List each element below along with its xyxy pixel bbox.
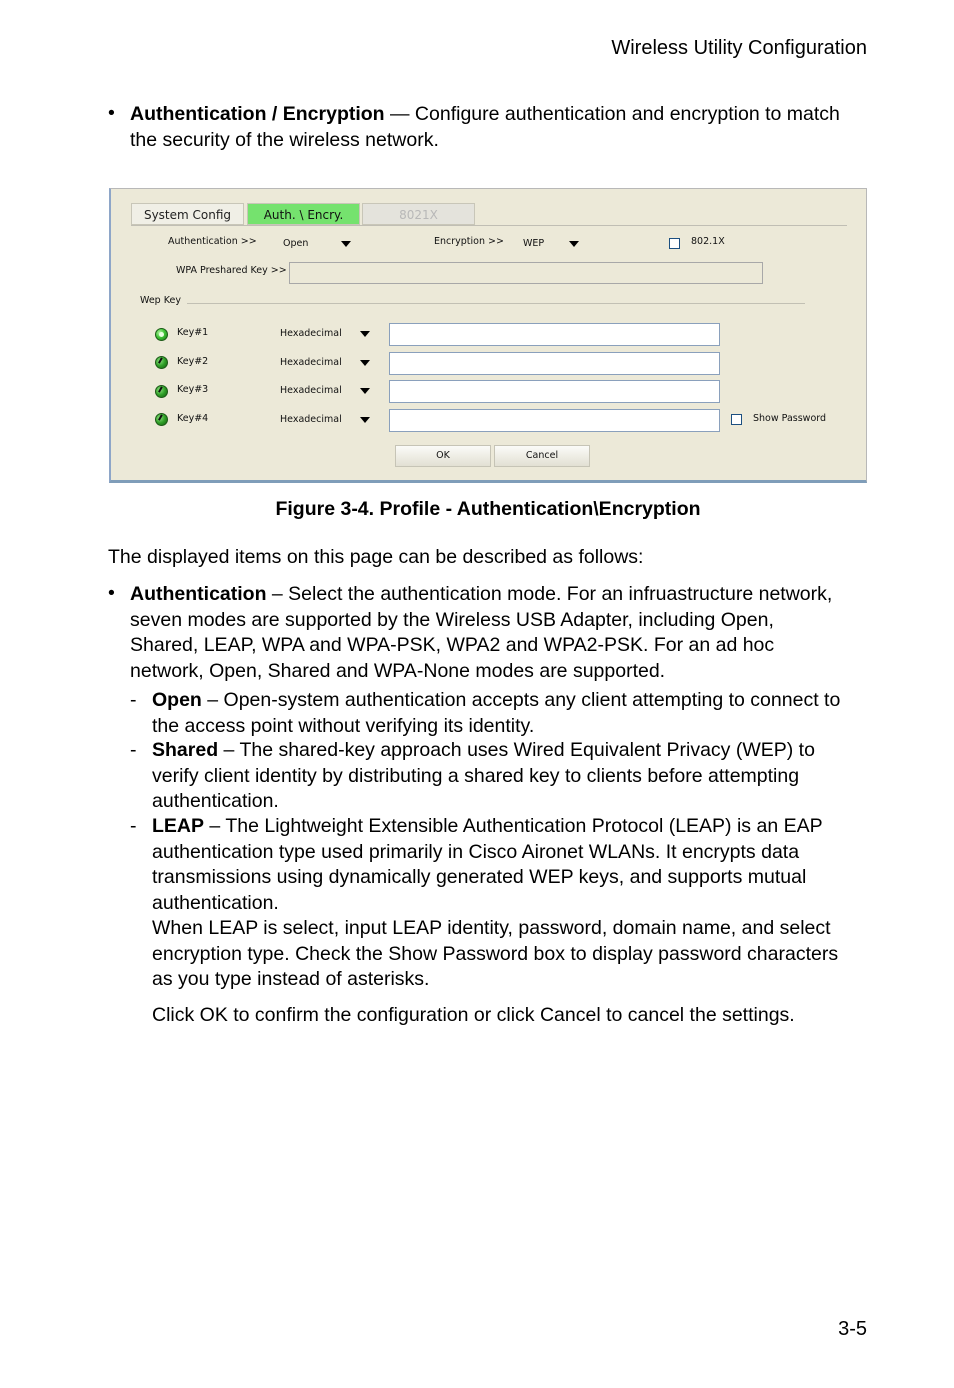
- key2-radio[interactable]: [155, 356, 168, 369]
- key3-format-dropdown-icon[interactable]: [360, 388, 370, 394]
- figure-caption: Figure 3-4. Profile - Authentication\Encryption: [275, 498, 701, 520]
- intro-term: Authentication / Encryption: [130, 103, 385, 125]
- key4-input[interactable]: [389, 409, 720, 432]
- dash-marker: -: [130, 739, 137, 761]
- tab-8021x[interactable]: 8021X: [362, 203, 475, 225]
- tab-auth-encry[interactable]: Auth. \ Encry.: [247, 203, 360, 225]
- wpa-psk-label: WPA Preshared Key >>: [176, 265, 287, 276]
- leap-term: LEAP: [152, 815, 205, 837]
- authentication-text: Shared, LEAP, WPA and WPA-PSK, WPA2 and WPA2-PSK. For an ad hoc: [130, 634, 775, 656]
- intro-bullet: [130, 102, 870, 153]
- shared-text: – The shared-key approach uses Wired Equivalent Privacy (WEP) to: [218, 739, 815, 761]
- key4-format-dropdown-icon[interactable]: [360, 417, 370, 423]
- show-password-label: Show Password: [753, 413, 827, 424]
- key1-radio[interactable]: [155, 328, 168, 341]
- bullet-marker: •: [108, 582, 115, 604]
- ok-button[interactable]: OK: [395, 445, 491, 467]
- authentication-text: – Select the authentication mode. For an infruastructure network,: [266, 583, 833, 605]
- key3-radio[interactable]: [155, 385, 168, 398]
- shared-term: Shared: [152, 739, 219, 761]
- dot1x-checkbox[interactable]: [669, 238, 680, 249]
- key1-format-value[interactable]: Hexadecimal: [280, 328, 342, 339]
- open-text: the access point without verifying its identity.: [152, 714, 535, 737]
- key4-format-value[interactable]: Hexadecimal: [280, 414, 342, 425]
- encryption-select-value[interactable]: WEP: [523, 238, 545, 249]
- key3-format-value[interactable]: Hexadecimal: [280, 385, 342, 396]
- key2-format-value[interactable]: Hexadecimal: [280, 357, 342, 368]
- described-paragraph: The displayed items on this page can be described as follows:: [108, 546, 644, 568]
- key3-label: Key#3: [177, 384, 209, 395]
- authentication-dropdown-icon[interactable]: [341, 241, 351, 247]
- leap-text: transmissions using dynamically generated WEP keys, and supports mutual: [152, 866, 807, 888]
- leap-text: authentication type used primarily in Cisco Aironet WLANs. It encrypts data: [152, 840, 800, 863]
- leap-text: authentication.: [152, 891, 279, 914]
- open-item: [152, 688, 882, 739]
- authentication-select-value[interactable]: Open: [283, 238, 309, 249]
- intro-text-2: the security of the wireless network.: [130, 128, 439, 151]
- cancel-button[interactable]: Cancel: [494, 445, 590, 467]
- leap-text: encryption type. Check the Show Password box to display password characters: [152, 942, 839, 965]
- authentication-label: Authentication >>: [168, 236, 257, 247]
- tab-system-config[interactable]: System Config: [131, 203, 244, 225]
- key3-input[interactable]: [389, 380, 720, 403]
- open-text: – Open-system authentication accepts any client attempting to connect to: [201, 689, 841, 711]
- shared-text: authentication.: [152, 790, 279, 812]
- key2-label: Key#2: [177, 356, 209, 367]
- encryption-dropdown-icon[interactable]: [569, 241, 579, 247]
- wpa-psk-input[interactable]: [289, 262, 763, 284]
- wep-key-group-label: Wep Key: [140, 295, 181, 306]
- bullet-marker: •: [108, 102, 115, 124]
- shared-item: [152, 738, 882, 815]
- leap-text: as you type instead of asterisks.: [152, 968, 430, 990]
- key2-input[interactable]: [389, 352, 720, 375]
- open-term: Open: [152, 689, 202, 711]
- authentication-text: seven modes are supported by the Wireless USB Adapter, including Open,: [130, 608, 774, 631]
- leap-item: [152, 814, 882, 993]
- leap-text: – The Lightweight Extensible Authentication Protocol (LEAP) is an EAP: [204, 815, 823, 837]
- show-password-checkbox[interactable]: [731, 414, 742, 425]
- key1-label: Key#1: [177, 327, 209, 338]
- authentication-text: network, Open, Shared and WPA-None modes are supported.: [130, 659, 666, 682]
- key4-radio[interactable]: [155, 413, 168, 426]
- key2-format-dropdown-icon[interactable]: [360, 360, 370, 366]
- intro-text-1: — Configure authentication and encryption to match: [384, 103, 840, 125]
- dash-marker: -: [130, 689, 137, 711]
- tab-divider: [131, 225, 847, 226]
- click-ok-paragraph: Click OK to confirm the configuration or click Cancel to cancel the settings.: [152, 1004, 795, 1026]
- key4-label: Key#4: [177, 413, 209, 424]
- shared-text: verify client identity by distributing a shared key to clients before attempting: [152, 764, 800, 787]
- key1-input[interactable]: [389, 323, 720, 346]
- encryption-label: Encryption >>: [434, 236, 504, 247]
- auth-encryption-dialog: [109, 188, 867, 483]
- dash-marker: -: [130, 815, 137, 837]
- running-header: Wireless Utility Configuration: [611, 37, 867, 59]
- leap-text: When LEAP is select, input LEAP identity, password, domain name, and select: [152, 917, 831, 939]
- authentication-bullet: [130, 582, 880, 684]
- page-number: 3-5: [838, 1318, 867, 1340]
- authentication-term: Authentication: [130, 583, 267, 605]
- key1-format-dropdown-icon[interactable]: [360, 331, 370, 337]
- dot1x-label: 802.1X: [691, 236, 725, 247]
- wep-key-group-line: [187, 303, 805, 304]
